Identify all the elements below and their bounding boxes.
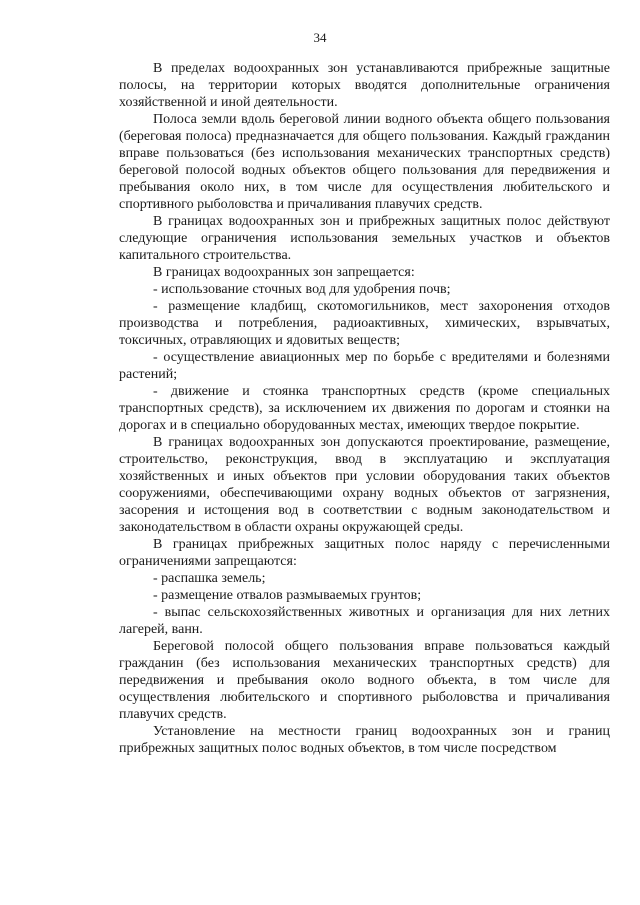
list-item: - движение и стоянка транспортных средств (кроме специальных транспортных средств), за исключением их движения по дорогам и стоянки на дорогах и в специально оборудованных местах, имеющих твердое покрытие. bbox=[119, 384, 610, 433]
paragraph: В границах водоохранных зон и прибрежных защитных полос действуют следующие ограничения использования земельных участков и объектов капитального строительства. bbox=[119, 214, 610, 263]
list-item: - распашка земель; bbox=[153, 571, 266, 586]
list-item: - выпас сельскохозяйственных животных и организация для них летних лагерей, ванн. bbox=[119, 605, 610, 637]
list-item: - использование сточных вод для удобрения почв; bbox=[153, 282, 451, 297]
page-number: 34 bbox=[313, 30, 327, 45]
document-body bbox=[119, 60, 610, 757]
paragraph: Береговой полосой общего пользования вправе пользоваться каждый гражданин (без использования механических транспортных средств) для передвижения и пребывания около водного объекта, в том числе для осуществления любительского и спортивного рыболовства и причаливания плавучих средств. bbox=[119, 639, 610, 722]
paragraph: Установление на местности границ водоохранных зон и границ прибрежных защитных полос водных объектов, в том числе посредством bbox=[119, 724, 610, 756]
paragraph: В границах прибрежных защитных полос наряду с перечисленными ограничениями запрещаются: bbox=[119, 537, 610, 569]
paragraph: В границах водоохранных зон допускаются проектирование, размещение, строительство, реконструкция, ввод в эксплуатацию и эксплуатация хозяйственных и иных объектов при условии оборудования таких объектов сооружениями, обеспечивающими охрану водных объектов от загрязнения, засорения и истощения вод в соответствии с водным законодательством и законодательством в области охраны окружающей среды. bbox=[119, 435, 610, 535]
paragraph: Полоса земли вдоль береговой линии водного объекта общего пользования (береговая полоса) предназначается для общего пользования. Каждый гражданин вправе пользоваться (без использования механических транспортных средств) береговой полосой водных объектов общего пользования для передвижения и пребывания около них, в том числе для осуществления любительского и спортивного рыболовства и причаливания плавучих средств. bbox=[119, 112, 610, 212]
paragraph: В пределах водоохранных зон устанавливаются прибрежные защитные полосы, на территории которых вводятся дополнительные ограничения хозяйственной и иной деятельности. bbox=[119, 61, 610, 110]
paragraph: В границах водоохранных зон запрещается: bbox=[153, 265, 415, 280]
list-item: - размещение кладбищ, скотомогильников, мест захоронения отходов производства и потребления, радиоактивных, химических, взрывчатых, токсичных, отравляющих и ядовитых веществ; bbox=[119, 299, 610, 348]
list-item: - размещение отвалов размываемых грунтов; bbox=[153, 588, 422, 603]
list-item: - осуществление авиационных мер по борьбе с вредителями и болезнями растений; bbox=[119, 350, 610, 382]
